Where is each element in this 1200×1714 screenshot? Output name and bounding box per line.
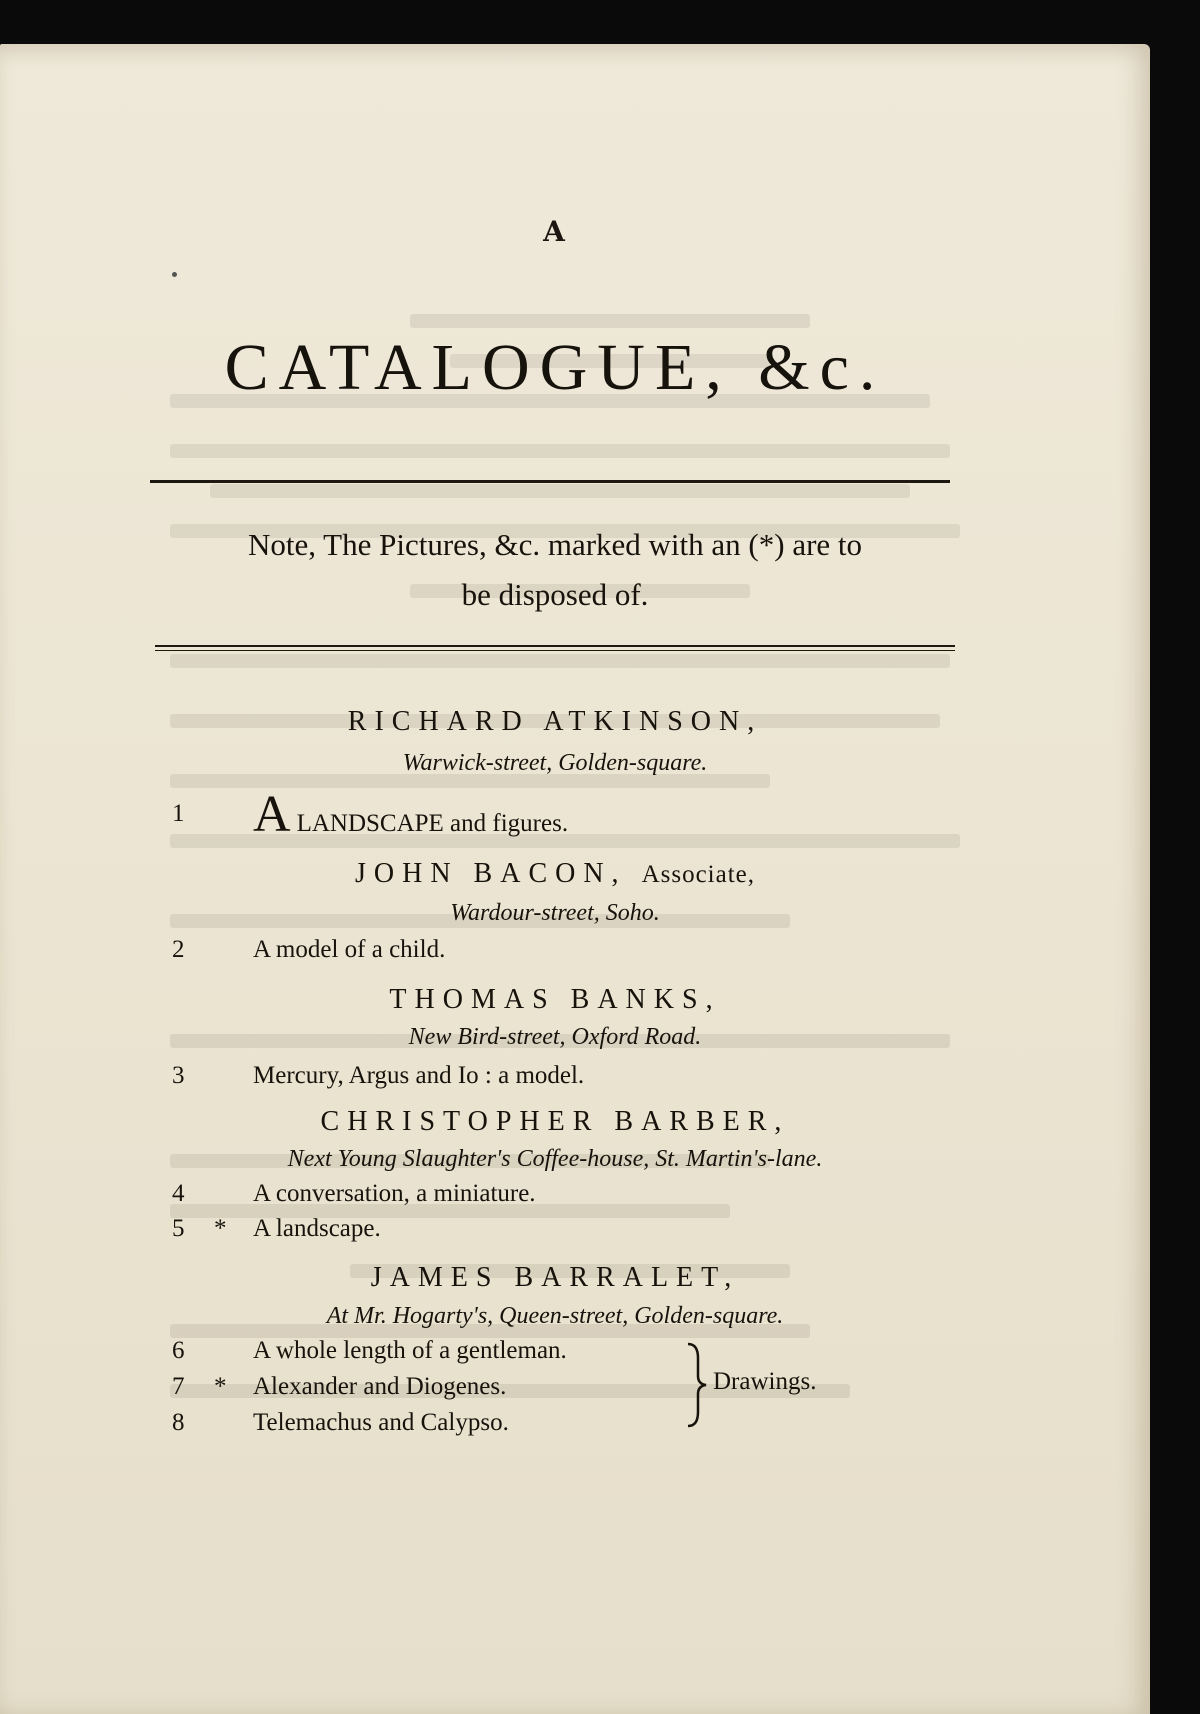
entry-title: Telemachus and Calypso. <box>253 1409 509 1436</box>
entry-number: 4 <box>172 1180 185 1207</box>
entry-title: A conversation, a miniature. <box>253 1180 536 1207</box>
entry-number: 7 <box>172 1373 185 1400</box>
note-rule <box>155 645 955 647</box>
note-line-2: be disposed of. <box>461 577 649 612</box>
artist-heading <box>0 1262 1110 1294</box>
artist-heading <box>0 1106 1110 1138</box>
disposal-marker: * <box>214 1373 227 1400</box>
artist-heading <box>0 858 1110 890</box>
drop-cap: A <box>253 786 291 843</box>
catalogue-entry <box>0 786 1000 843</box>
catalogue-entry <box>0 1215 1000 1251</box>
artist-name: JOHN BACON, <box>354 858 627 889</box>
entry-number: 5 <box>172 1215 185 1242</box>
entry-title-text: LANDSCAPE and figures. <box>296 810 569 837</box>
entry-number: 6 <box>172 1337 185 1364</box>
entry-title <box>253 786 569 843</box>
entry-title: A landscape. <box>253 1215 381 1242</box>
note-line-1: Note, The Pictures, &c. marked with an (*) are to <box>247 527 863 562</box>
artist-name: JAMES BARRALET, <box>370 1262 740 1293</box>
title-rule <box>150 480 950 483</box>
artist-name: THOMAS BANKS, <box>389 984 721 1015</box>
entry-title: A whole length of a gentleman. <box>253 1337 567 1364</box>
artist-address: Next Young Slaughter's Coffee-house, St. Martin's-lane. <box>287 1146 823 1172</box>
artist-address: New Bird-street, Oxford Road. <box>408 1024 702 1050</box>
entry-number: 3 <box>172 1062 185 1089</box>
artist-heading <box>0 984 1110 1016</box>
ink-speck <box>172 272 177 277</box>
grouping-brace <box>684 1340 708 1430</box>
entry-number: 2 <box>172 936 185 963</box>
title-article: A <box>543 215 567 248</box>
page-title: CATALOGUE, &c. <box>224 331 886 404</box>
artist-heading <box>0 706 1110 738</box>
entry-title: Mercury, Argus and Io : a model. <box>253 1062 585 1089</box>
artist-name: RICHARD ATKINSON, <box>347 706 763 737</box>
entry-number: 1 <box>172 800 185 827</box>
catalogue-entry <box>0 1337 1000 1373</box>
entry-title: A model of a child. <box>253 936 446 963</box>
artist-role: Associate, <box>641 861 756 888</box>
catalogue-entry <box>0 936 1000 972</box>
artist-address: At Mr. Hogarty's, Queen-street, Golden-square. <box>326 1303 784 1329</box>
catalogue-entry <box>0 1373 1000 1409</box>
note-rule-thin <box>155 650 955 651</box>
entry-number: 8 <box>172 1409 185 1436</box>
catalogue-entry <box>0 1180 1000 1216</box>
note-paragraph <box>150 520 960 620</box>
artist-address: Warwick-street, Golden-square. <box>402 750 708 776</box>
catalogue-entry <box>0 1409 1000 1445</box>
artist-name: CHRISTOPHER BARBER, <box>320 1106 790 1137</box>
artist-address: Wardour-street, Soho. <box>450 900 660 926</box>
group-label: Drawings. <box>713 1368 817 1395</box>
disposal-marker: * <box>214 1215 227 1242</box>
entry-title: Alexander and Diogenes. <box>253 1373 507 1400</box>
catalogue-entry <box>0 1062 1000 1098</box>
